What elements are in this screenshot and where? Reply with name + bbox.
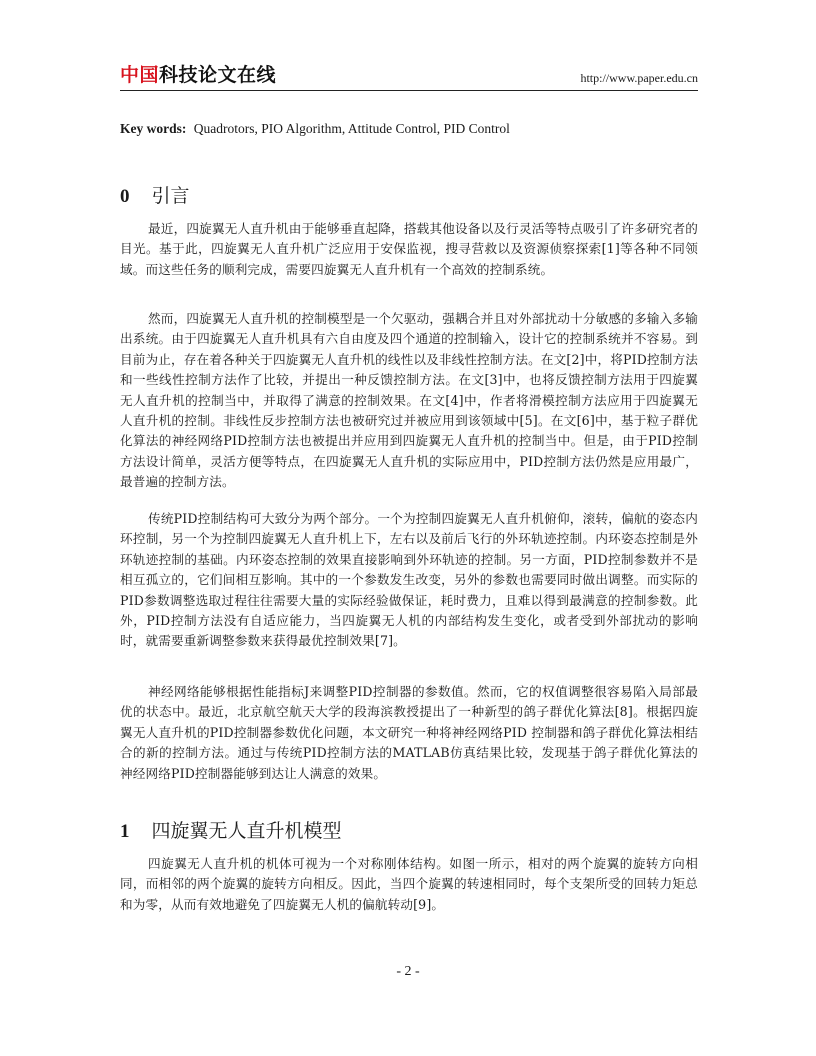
paragraph: 最近，四旋翼无人直升机由于能够垂直起降，搭载其他设备以及行灵活等特点吸引了许多研究者的目光。基于此，四旋翼无人直升机广泛应用于安保监视，搜寻营救以及资源侦察探索[1]等各种不同领域。而这些任务的顺利完成，需要四旋翼无人直升机有一个高效的控制系统。: [120, 221, 698, 277]
section-number: 0: [120, 186, 130, 207]
keywords-label: Key words:: [120, 121, 187, 136]
page-number: - 2 -: [396, 964, 420, 979]
section-heading-intro: [120, 181, 190, 208]
header-url: http://www.paper.edu.cn: [580, 71, 698, 85]
section-title: 四旋翼无人直升机模型: [151, 820, 342, 842]
logo-black-text: 科技论文在线: [159, 64, 277, 86]
keywords-line: [120, 121, 698, 137]
paragraph: 然而，四旋翼无人直升机的控制模型是一个欠驱动，强耦合并且对外部扰动十分敏感的多输入多输出系统。由于四旋翼无人直升机具有六自由度及四个通道的控制输入，设计它的控制系统并不容易。到目前为止，存在着各种关于四旋翼无人直升机的线性以及非线性控制方法。在文[2]中，将PID控制方法和一些线性控制方法作了比较，并提出一种反馈控制方法。在文[3]中，也将反馈控制方法用于四旋翼无人直升机的控制当中，并取得了满意的控制效果。在文[4]中，作者将滑模控制方法应用于四旋翼无人直升机的控制。非线性反步控制方法也被研究过并被应用到该领域中[5]。在文[6]中，基于粒子群优化算法的神经网络PID控制方法也被提出并应用到四旋翼无人直升机的控制当中。但是，由于PID控制方法设计简单，灵活方便等特点，在四旋翼无人直升机的实际应用中，PID控制方法仍然是应用最广，最普遍的控制方法。: [120, 311, 698, 490]
page-header: [120, 62, 698, 88]
paragraph: 传统PID控制结构可大致分为两个部分。一个为控制四旋翼无人直升机俯仰，滚转，偏航的姿态内环控制，另一个为控制四旋翼无人直升机上下，左右以及前后飞行的外环轨迹控制。内环姿态控制是外环轨迹控制的基础。内环姿态控制的效果直接影响到外环轨迹的控制。另一方面，PID控制参数并不是相互孤立的，它们间相互影响。其中的一个参数发生改变，另外的参数也需要同时做出调整。而实际的PID参数调整选取过程往往需要大量的实际经验做保证，耗时费力，且难以得到最满意的控制参数。此外，PID控制方法没有自适应能力，当四旋翼无人机的内部结构发生变化，或者受到外部扰动的影响时，就需要重新调整参数来获得最优控制效果[7]。: [120, 511, 698, 649]
paragraph: 神经网络能够根据性能指标J来调整PID控制器的参数值。然而，它的权值调整很容易陷入局部最优的状态中。最近，北京航空航天大学的段海滨教授提出了一种新型的鸽子群优化算法[8]。根据四旋翼无人直升机的PID控制器参数优化问题，本文研究一种将神经网络PID 控制器和鸽子群优化算法相结合的新的控制方法。通过与传统PID控制方法的MATLAB仿真结果比较，发现基于鸽子群优化算法的神经网络PID控制器能够到达让人满意的效果。: [120, 684, 698, 781]
section-number: 1: [120, 821, 130, 842]
site-logo: [120, 62, 276, 88]
keywords-value: Quadrotors, PIO Algorithm, Attitude Control, PID Control: [193, 121, 510, 136]
section-title: 引言: [151, 185, 190, 207]
paragraph: 四旋翼无人直升机的机体可视为一个对称刚体结构。如图一所示，相对的两个旋翼的旋转方向相同，而相邻的两个旋翼的旋转方向相反。因此，当四个旋翼的转速相同时，每个支架所受的回转力矩总和为零，从而有效地避免了四旋翼无人机的偏航转动[9]。: [120, 856, 698, 912]
section-heading-model: [120, 816, 342, 843]
logo-red-text: 中国: [120, 64, 160, 86]
header-divider: [120, 90, 698, 91]
